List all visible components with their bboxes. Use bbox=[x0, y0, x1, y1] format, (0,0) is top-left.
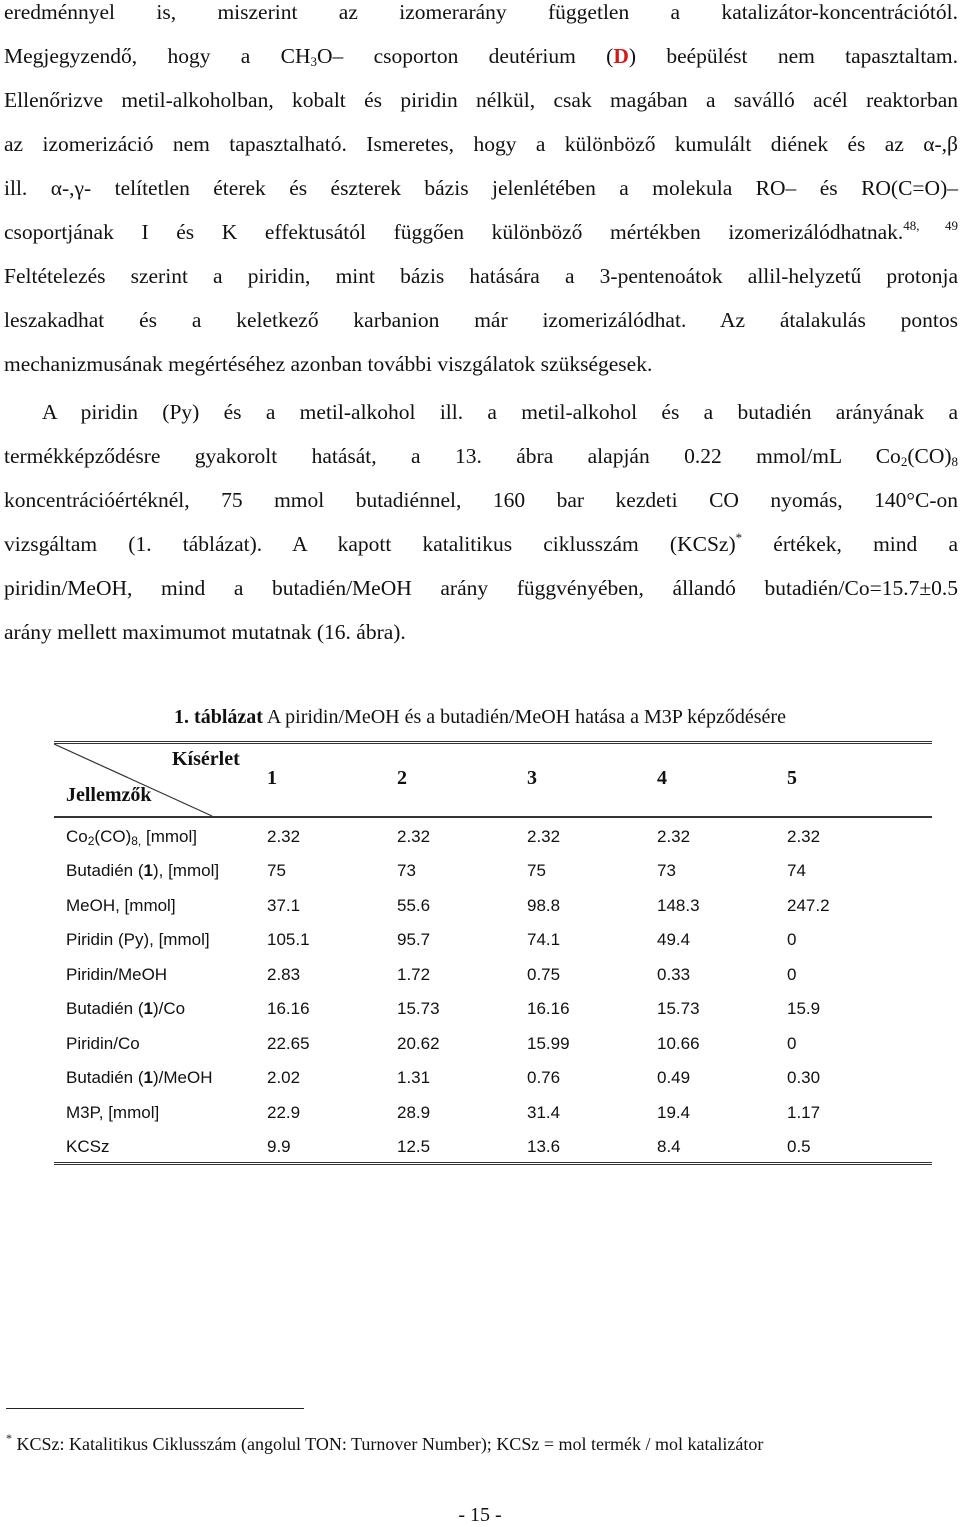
table-cell: 31.4 bbox=[527, 1103, 561, 1122]
row-label: MeOH, [mmol] bbox=[66, 896, 176, 915]
table-cell: 19.4 bbox=[657, 1103, 691, 1122]
p2-line-6: arány mellett maximumot mutatnak (16. ábra). bbox=[4, 620, 406, 644]
table-row bbox=[54, 896, 932, 930]
table-cell: 73 bbox=[657, 861, 676, 880]
table-cell: 28.9 bbox=[397, 1103, 431, 1122]
row-label: KCSz bbox=[66, 1137, 110, 1156]
citation-superscript: 48, 49 bbox=[903, 218, 959, 233]
table-row bbox=[54, 930, 932, 964]
p1-line-2-b: O– csoporton deutérium ( bbox=[316, 44, 614, 68]
row-label bbox=[66, 861, 219, 881]
header-kiserlet: Kísérlet bbox=[172, 748, 240, 770]
row-label: Piridin/MeOH bbox=[66, 965, 168, 984]
p1-line-1: eredménnyel is, miszerint az izomerarány független a katalizátor-koncentrációtól. bbox=[4, 0, 958, 24]
table-cell: 16.16 bbox=[267, 999, 310, 1018]
p1-line-7: Feltételezés szerint a piridin, mint bázis hatására a 3-pentenoátok allil-helyzetű protonja bbox=[4, 264, 958, 288]
table-cell: 9.9 bbox=[267, 1137, 291, 1156]
table-row bbox=[54, 1034, 932, 1068]
table-cell: 75 bbox=[527, 861, 546, 880]
table-cell: 13.6 bbox=[527, 1137, 561, 1156]
deuterium-symbol: D bbox=[613, 44, 629, 68]
table-cell: 98.8 bbox=[527, 896, 561, 915]
p1-line-4: az izomerizáció nem tapasztalható. Ismeretes, hogy a különböző kumulált diének és az α-,β bbox=[4, 132, 958, 156]
table-row bbox=[54, 1137, 932, 1171]
label-part: Co bbox=[66, 827, 88, 846]
table-row bbox=[54, 1068, 932, 1102]
row-label bbox=[66, 999, 185, 1019]
p1-line-9: mechanizmusának megértéséhez azonban további viszgálatok szükségesek. bbox=[4, 352, 653, 376]
row-label bbox=[66, 1068, 212, 1088]
p1-line-2-c: ) beépülést nem tapasztaltam. bbox=[628, 44, 958, 68]
p1-line-6-text: csoportjának I és K effektusától függően különböző mértékben izomerizálódhatnak. bbox=[4, 220, 904, 244]
table-cell: 10.66 bbox=[657, 1034, 700, 1053]
table-cell: 22.65 bbox=[267, 1034, 310, 1053]
table-cell: 0 bbox=[787, 930, 797, 949]
footnote-marker: * bbox=[735, 530, 743, 545]
table-row bbox=[54, 827, 932, 861]
table-caption-number: 1. táblázat bbox=[174, 706, 263, 728]
table-cell: 0.76 bbox=[527, 1068, 561, 1087]
table-cell: 2.02 bbox=[267, 1068, 301, 1087]
p2-line-5: piridin/MeOH, mind a butadién/MeOH arány függvényében, állandó butadién/Co=15.7±0.5 bbox=[4, 576, 958, 600]
p2-line-2 bbox=[4, 434, 958, 478]
label-sub: 8, bbox=[131, 834, 142, 848]
table-cell: 2.32 bbox=[527, 827, 561, 846]
table-cell: 0.30 bbox=[787, 1068, 821, 1087]
row-label: Piridin (Py), [mmol] bbox=[66, 930, 210, 949]
table-cell: 2.32 bbox=[267, 827, 301, 846]
label-part: [mmol] bbox=[141, 827, 197, 846]
table-cell: 0 bbox=[787, 1034, 797, 1053]
table-cell: 1.31 bbox=[397, 1068, 431, 1087]
table-cell: 2.83 bbox=[267, 965, 301, 984]
table-cell: 15.73 bbox=[397, 999, 440, 1018]
p1-line-5: ill. α-,γ- telítetlen éterek és észterek bázis jelenlétében a molekula RO– és RO(C=O)– bbox=[4, 176, 958, 200]
table-header-rule bbox=[54, 816, 932, 818]
table-cell: 0 bbox=[787, 965, 797, 984]
table-cell: 1.72 bbox=[397, 965, 431, 984]
column-header: 3 bbox=[527, 767, 537, 789]
row-label: Piridin/Co bbox=[66, 1034, 140, 1053]
table-cell: 0.75 bbox=[527, 965, 561, 984]
table-cell: 105.1 bbox=[267, 930, 310, 949]
table-cell: 247.2 bbox=[787, 896, 830, 915]
table-cell: 22.9 bbox=[267, 1103, 301, 1122]
label-bold: 1 bbox=[143, 1068, 153, 1087]
column-header: 5 bbox=[787, 767, 797, 789]
page-number: - 15 - bbox=[458, 1504, 502, 1526]
table-cell: 20.62 bbox=[397, 1034, 440, 1053]
table-cell: 0.5 bbox=[787, 1137, 811, 1156]
p2-line-2-sub1: 2 bbox=[900, 454, 908, 469]
p2-line-4-b: értékek, mind a bbox=[742, 532, 958, 556]
p1-line-2-sub: 3 bbox=[310, 54, 317, 69]
table-bottom-rule bbox=[54, 1162, 932, 1165]
header-jellemzok: Jellemzők bbox=[66, 784, 152, 806]
p2-line-4 bbox=[4, 522, 958, 566]
table-cell: 15.73 bbox=[657, 999, 700, 1018]
table-cell: 8.4 bbox=[657, 1137, 681, 1156]
table-cell: 15.99 bbox=[527, 1034, 570, 1053]
label-part: )/Co bbox=[152, 999, 186, 1018]
table-cell: 148.3 bbox=[657, 896, 700, 915]
label-bold: 1 bbox=[143, 861, 153, 880]
label-part: (CO) bbox=[94, 827, 132, 846]
table-cell: 1.17 bbox=[787, 1103, 821, 1122]
p2-line-4-a: vizsgáltam (1. táblázat). A kapott katalitikus ciklusszám (KCSz) bbox=[4, 532, 736, 556]
table-cell: 15.9 bbox=[787, 999, 821, 1018]
table-cell: 49.4 bbox=[657, 930, 691, 949]
label-part: ), [mmol] bbox=[152, 861, 220, 880]
label-part: )/MeOH bbox=[152, 1068, 213, 1087]
label-part: Butadién ( bbox=[66, 861, 144, 880]
p2-line-2-b: (CO) bbox=[907, 444, 952, 468]
table-cell: 2.32 bbox=[787, 827, 821, 846]
table-cell: 74 bbox=[787, 861, 806, 880]
table-cell: 0.33 bbox=[657, 965, 691, 984]
table-cell: 37.1 bbox=[267, 896, 301, 915]
table-row bbox=[54, 1103, 932, 1137]
table-cell: 74.1 bbox=[527, 930, 561, 949]
p2-line-2-a: termékképződésre gyakorolt hatását, a 13. ábra alapján 0.22 mmol/mL Co bbox=[4, 444, 901, 468]
table-caption bbox=[0, 704, 960, 730]
footnote-text: KCSz: Katalitikus Ciklusszám (angolul TON: Turnover Number); KCSz = mol termék / mol katalizátor bbox=[12, 1434, 764, 1454]
table-cell: 16.16 bbox=[527, 999, 570, 1018]
p1-line-2-a: Megjegyzendő, hogy a CH bbox=[4, 44, 311, 68]
column-header: 1 bbox=[267, 767, 277, 789]
table-cell: 0.49 bbox=[657, 1068, 691, 1087]
footnote-separator bbox=[6, 1408, 304, 1409]
p1-line-2 bbox=[4, 34, 958, 78]
row-label: M3P, [mmol] bbox=[66, 1103, 160, 1122]
table-cell: 73 bbox=[397, 861, 416, 880]
label-part: Butadién ( bbox=[66, 1068, 144, 1087]
table-row bbox=[54, 999, 932, 1033]
table-row bbox=[54, 861, 932, 895]
footnote bbox=[6, 1431, 764, 1455]
p1-line-3: Ellenőrizve metil-alkoholban, kobalt és piridin nélkül, csak magában a saválló acél reaktorban bbox=[4, 88, 958, 112]
column-header: 2 bbox=[397, 767, 407, 789]
label-bold: 1 bbox=[143, 999, 153, 1018]
footnote-marker-bottom: * bbox=[6, 1431, 12, 1445]
table-row bbox=[54, 965, 932, 999]
paragraph-2 bbox=[4, 390, 958, 654]
row-label bbox=[66, 827, 197, 847]
table-cell: 95.7 bbox=[397, 930, 431, 949]
paragraph-1 bbox=[4, 0, 958, 386]
p1-line-6 bbox=[4, 210, 958, 254]
p2-line-3: koncentrációértéknél, 75 mmol butadiénnel, 160 bar kezdeti CO nyomás, 140°C-on bbox=[4, 488, 958, 512]
column-header: 4 bbox=[657, 767, 667, 789]
p2-line-2-sub2: 8 bbox=[951, 454, 958, 469]
label-sub: 2 bbox=[87, 834, 95, 848]
label-part: Butadién ( bbox=[66, 999, 144, 1018]
table-caption-text: A piridin/MeOH és a butadién/MeOH hatása a M3P képződésére bbox=[262, 706, 786, 728]
p2-line-1: A piridin (Py) és a metil-alkohol ill. a metil-alkohol és a butadién arányának a bbox=[42, 400, 958, 424]
table-cell: 55.6 bbox=[397, 896, 431, 915]
p1-line-8: leszakadhat és a keletkező karbanion már izomerizálódhat. Az átalakulás pontos bbox=[4, 308, 958, 332]
table-cell: 12.5 bbox=[397, 1137, 431, 1156]
table-cell: 75 bbox=[267, 861, 286, 880]
table-cell: 2.32 bbox=[397, 827, 431, 846]
table-cell: 2.32 bbox=[657, 827, 691, 846]
